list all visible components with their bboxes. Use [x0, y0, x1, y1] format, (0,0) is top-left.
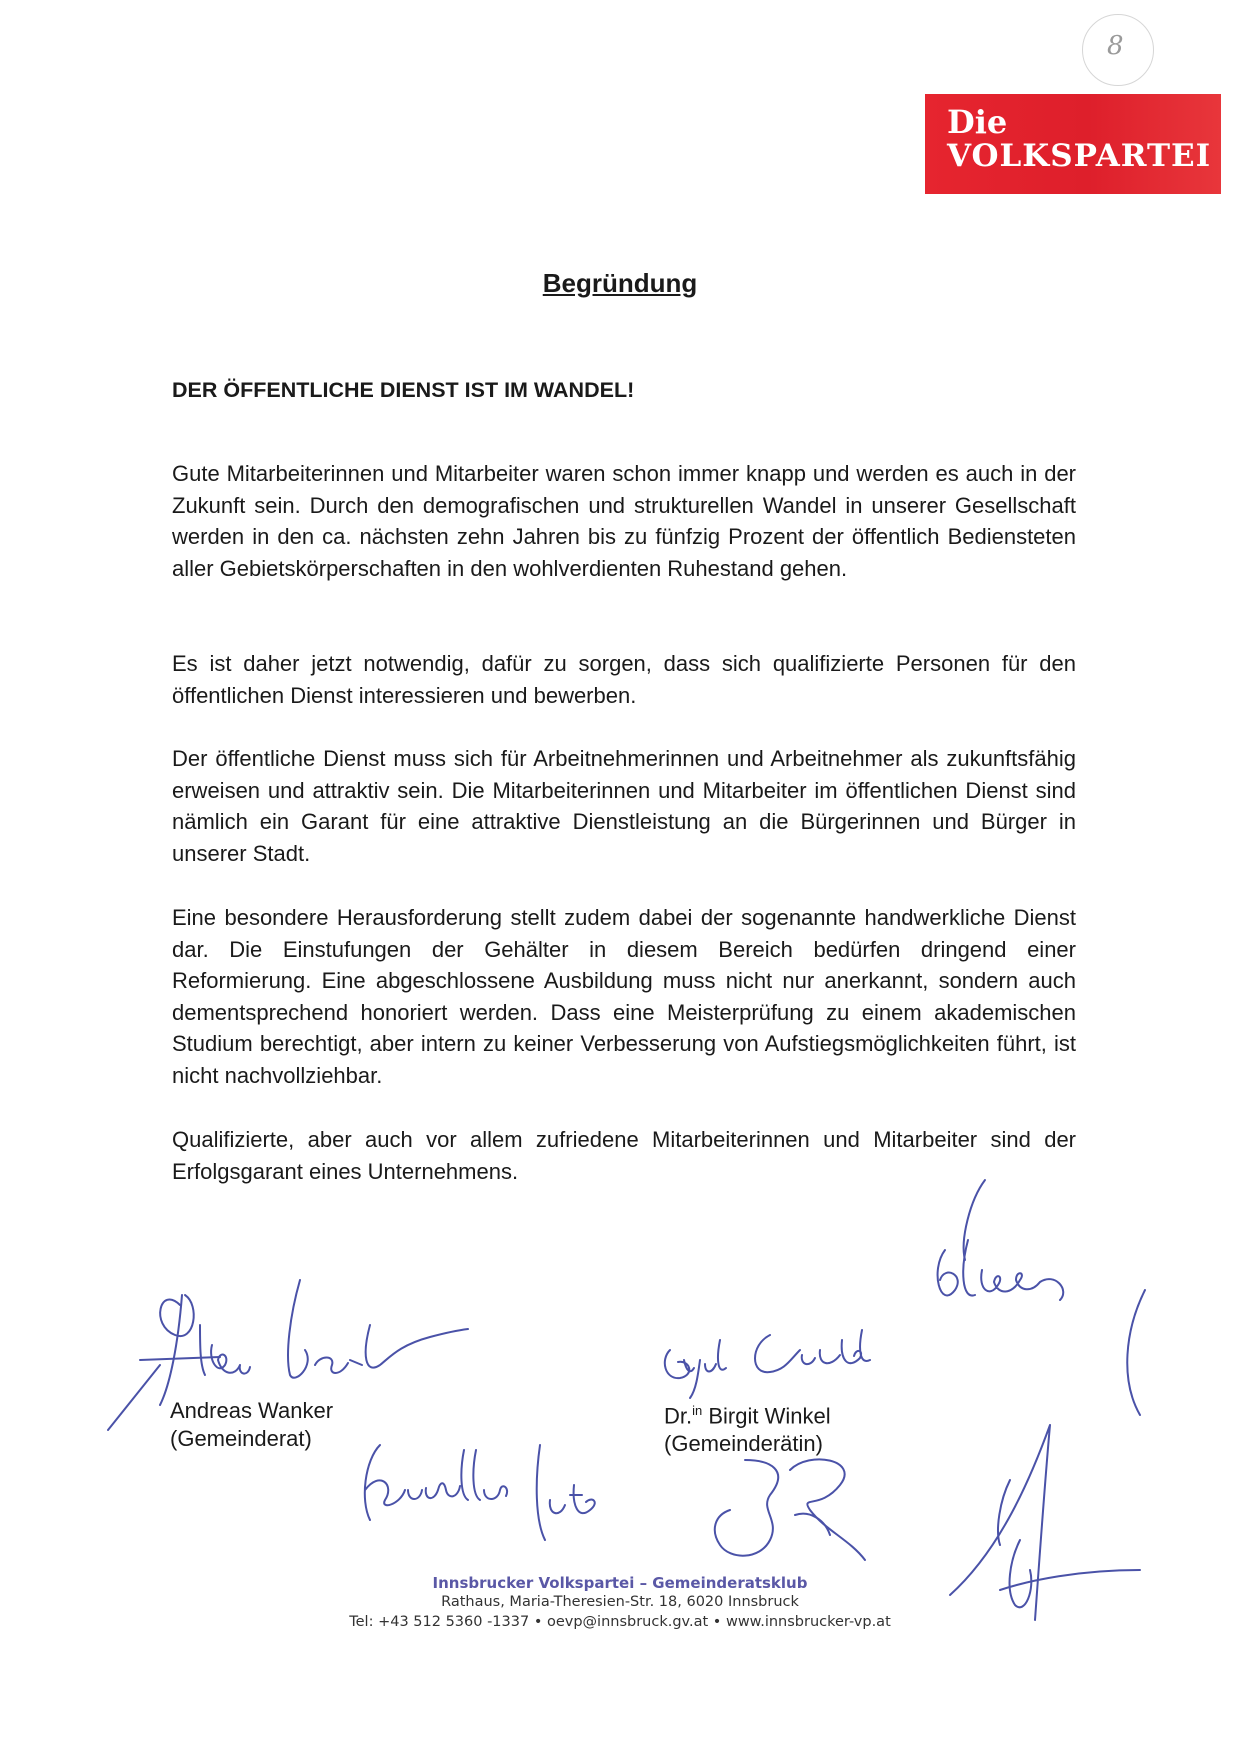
signatory-2-role: (Gemeinderätin) — [664, 1431, 823, 1457]
logo-line-2: VOLKSPARTEI — [947, 137, 1212, 174]
signature-birgit-winkel — [650, 1320, 880, 1400]
signatory-1-name: Andreas Wanker — [170, 1398, 334, 1423]
paragraph-1: Gute Mitarbeiterinnen und Mitarbeiter waren schon immer knapp und werden es auch in der Zukunft sein. Durch den demografischen und strukturellen Wandel in unserer Gesellschaft werden in den ca. nächsten zehn Jahren bis zu fünfzig Prozent der öffentlich Bediensteten aller Gebietskörperschaften in den wohlverdienten Ruhestand gehen. — [172, 461, 1076, 581]
signature-top-right — [920, 1180, 1160, 1420]
signatory-2-name: Birgit Winkel — [702, 1403, 831, 1429]
paragraph-4: Eine besondere Herausforderung stellt zudem dabei der sogenannte handwerkliche Dienst dar. Die Einstufungen der Gehälter in diesem Bereich bedürfen dringend einer Reformierung. Eine abgeschlossene Ausbildung muss nicht nur anerkannt, sondern auch dementsprechend honoriert werden. Dass eine Meisterprüfung zu einem akademischen Studium berechtigt, aber intern zu keiner Verbesserung von Aufstiegsmöglichkeiten führt, ist nicht nachvollziehbar. — [172, 905, 1076, 1088]
signature-bottom-left — [360, 1440, 620, 1550]
signatory-1-role: (Gemeinderat) — [170, 1426, 312, 1451]
party-logo — [925, 94, 1221, 194]
paragraph-5: Qualifizierte, aber auch vor allem zufriedene Mitarbeiterinnen und Mitarbeiter sind der Erfolgsgarant eines Unternehmens. — [172, 1127, 1076, 1184]
section-heading: DER ÖFFENTLICHE DIENST IST IM WANDEL! — [172, 378, 635, 402]
paragraph-2: Es ist daher jetzt notwendig, dafür zu sorgen, dass sich qualifizierte Personen für den öffentlichen Dienst interessieren und bewerben. — [172, 651, 1076, 708]
logo-line-1: Die — [947, 103, 1008, 141]
signatory-2-prefix: Dr. — [664, 1403, 693, 1429]
footer-address: Rathaus, Maria-Theresien-Str. 18, 6020 Innsbruck — [441, 1594, 799, 1610]
footer-organization: Innsbrucker Volkspartei – Gemeinderatsklub — [432, 1574, 808, 1592]
signatory-2-name-line — [664, 1397, 831, 1430]
document-title: Begründung — [542, 268, 698, 298]
signatory-2 — [664, 1397, 831, 1458]
stamp-mark: 8 — [1107, 31, 1124, 61]
paragraph-3: Der öffentliche Dienst muss sich für Arbeitnehmerinnen und Arbeitnehmer als zukunftsfähig erweisen und attraktiv sein. Die Mitarbeiterinnen und Mitarbeiter im öffentlichen Dienst sind nämlich ein Garant für eine attraktive Dienstleistung an die Bürgerinnen und Bürger in unserer Stadt. — [172, 746, 1076, 866]
signature-bottom-center — [700, 1440, 880, 1580]
footer-contact: Tel: +43 512 5360 -1337 • oevp@innsbruck.gv.at • www.innsbrucker-vp.at — [349, 1614, 891, 1630]
page-number-stamp — [1082, 14, 1154, 86]
signatory-2-prefix-sup: in — [692, 1403, 703, 1418]
signatory-1 — [170, 1397, 333, 1453]
